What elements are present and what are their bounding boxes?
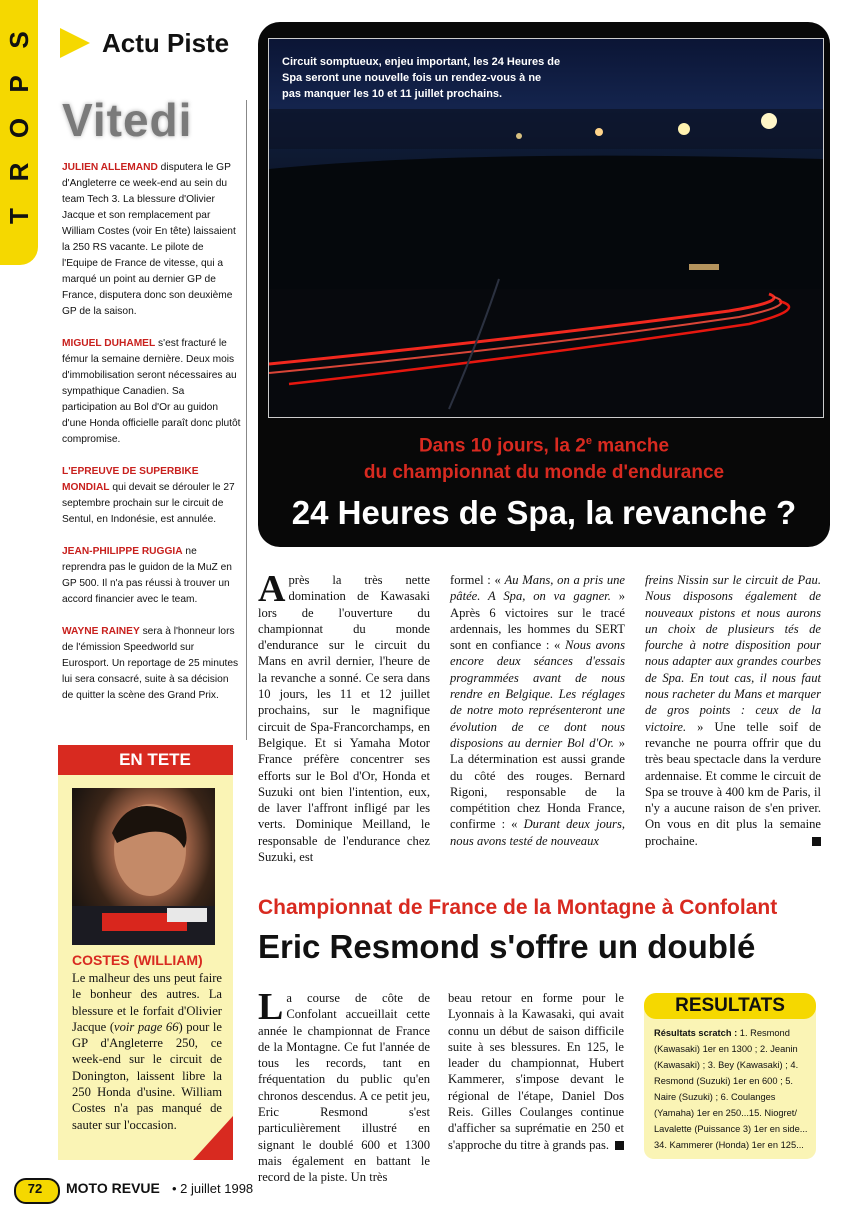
- en-tete-name: COSTES (WILLIAM): [72, 952, 203, 968]
- kicker-superscript: e: [585, 435, 592, 447]
- section-title: Actu Piste: [102, 28, 230, 58]
- sport-letter: R: [4, 162, 34, 182]
- quote-text: Durant deux jours, nous avons testé de nouveaux: [450, 817, 625, 848]
- sport-letter: P: [4, 75, 34, 93]
- news-brief: [62, 544, 242, 608]
- results-title: RESULTATS: [675, 995, 785, 1016]
- news-brief: [62, 464, 242, 528]
- page-reference: voir page 66: [114, 1019, 179, 1034]
- article-text: près la très nette domination de Kawasaki lors de l'ouverture du championnat du monde d'endurance sur le circuit du Mans en avril dernier, l'heure de la revanche a sonné. Ce sera dans 10 jours, les 11 et 12 juillet prochains, sur le magnifique circuit de Spa-Francorchamps, en Belgique. Et si Yamaha Motor France préfère concentrer ses efforts sur le Bol d'Or, Honda et Suzuki ont bien l'intention, eux, de laver l'affront infligé par les verts. Dominique Meilland, le responsable de l'endurance chez Suzuki, est: [258, 573, 430, 865]
- quote-text: Nous avons encore deux séances d'essais programmées avant de nous rendre en Belgique. Les réglages de notre moto représenteront une évolution de ce dont nous disposions au dernier Bol d'Or.: [450, 638, 625, 750]
- page-number: 72: [27, 1181, 43, 1196]
- article-text: a course de côte de Confolant accueillait cette année le championnat de France de la Montagne. Ce fut l'année de tous les records, tant en fréquentation du public qu'en chronos descendus. A ce petit jeu, Eric Resmond s'est particulièrement illustré en signant le doublé 600 et 1300 mais également en battant le record de la piste. Un très: [258, 991, 430, 1185]
- sport-letter: T: [4, 208, 34, 224]
- article-kicker: [258, 428, 830, 486]
- article-text: » La détermination est aussi grande du côté des rouges. Bernard Rigoni, responsable de la compétition chez Honda France, confirme : «: [450, 735, 625, 832]
- brief-lead: L'EPREUVE DE SUPERBIKE MONDIAL: [62, 466, 199, 493]
- magazine-name: MOTO REVUE: [66, 1180, 160, 1196]
- news-briefs-column: [62, 160, 242, 720]
- kicker-text: manche: [591, 435, 670, 457]
- quote-text: Au Mans, on a pris une pâtée. A Spa, on va gagner.: [450, 573, 626, 604]
- article-column: [258, 568, 430, 865]
- brief-text: qui devait se dérouler le 27 septembre prochain sur le circuit de Sentul, en Indonésie, est annulée.: [62, 482, 235, 525]
- sport-letter: O: [4, 117, 34, 139]
- sport-letter: S: [4, 31, 34, 49]
- sport-section-tab: [0, 0, 38, 265]
- photo-caption: Circuit somptueux, enjeu important, les 24 Heures de Spa seront une nouvelle fois un rendez-vous à ne pas manquer les 10 et 11 juillet prochains.: [282, 56, 561, 100]
- article-text: beau retour en forme pour le Lyonnais à la Kawasaki, qui avait connu un début de saison difficile suite à ses blessures. En 125, le leader du championnat, Hubert Kammerer, s'impose devant le régional de l'étape, Daniel Dos Reis. Gilles Coulanges continue d'afficher sa suprématie en 250 et s'approche du titre à grands pas.: [448, 991, 624, 1152]
- article-kicker: Championnat de France de la Montagne à Confolant: [258, 896, 778, 919]
- brief-lead: WAYNE RAINEY: [62, 626, 140, 637]
- news-brief: [62, 624, 242, 704]
- brief-text: disputera le GP d'Angleterre ce week-end au sein du team Tech 3. La blessure d'Olivier Jacque et son remplacement par William Costes (voir En tête) laissaient la 250 RS vacante. Le pilote de l'Equipe de France de vitesse, qui a marqué un point au dernier GP de France, disputera donc son deuxième GP de la saison.: [62, 162, 236, 317]
- rider-portrait: [72, 788, 215, 945]
- news-brief: [62, 160, 242, 320]
- article-column: [258, 986, 430, 1186]
- en-tete-text-part: ) pour le GP d'Angleterre 250, ce week-end sur le circuit de Donington, laissent libre la 250 Honda d'usine. William Costes n'a pas manqué de sauter sur l'occasion.: [72, 1019, 222, 1132]
- article-column: [448, 990, 624, 1153]
- brief-text: s'est fracturé le fémur la semaine dernière. Deux mois d'immobilisation seront nécessaires au sympathique Canadien. Sa participation au Bol d'Or au guidon d'une Honda officielle paraît donc plutôt compromise.: [62, 338, 241, 445]
- en-tete-label: EN TETE: [119, 750, 191, 769]
- kicker-text: du championnat du monde d'endurance: [363, 462, 725, 484]
- results-list: 1. Resmond (Kawasaki) 1er en 1300 ; 2. Jeanin (Kawasaki) ; 3. Bey (Kawasaki) ; 4. Resmond (Suzuki) 1er en 600 ; 5. Naire (Suzuki) ; 6. Coulanges (Yamaha) 1er en 250...15. Niogret/ Lavalette (Puissance 3) 1er en side... 34. Kammerer (Honda) 1er en 125...: [654, 1028, 808, 1150]
- quote-text: freins Nissin sur le circuit de Pau. Nous disposons également de nouveaux pistons et nous aurons un choix de plusieurs tés de fourche à notre disposition pour nous adapter aux grandes courbes de Spa. En tout cas, il nous faut nous racheter du Mans et marquer de gros points : ceux de la victoire.: [645, 573, 821, 734]
- article-text: » Après 6 victoires sur le tracé ardennais, les hommes du SERT sont en confiance : «: [450, 589, 625, 653]
- end-of-article-mark: [615, 1141, 624, 1150]
- column-divider: [246, 100, 247, 740]
- kicker-text: Dans 10 jours, la 2: [418, 435, 586, 457]
- article-text: » Une telle soif de revanche ne pourra offrir que du très beau spectacle dans la verdure ardennaise. Et comme le circuit de Spa se trouve à 400 km de Paris, il n'y a aucune raison de s'en priver. On vous en dit plus la semaine prochaine.: [645, 719, 821, 848]
- brief-lead: JEAN-PHILIPPE RUGGIA: [62, 546, 183, 557]
- drop-cap: L: [258, 986, 284, 1028]
- issue-date: • 2 juillet 1998: [172, 1181, 254, 1196]
- end-of-article-mark: [812, 837, 821, 846]
- news-brief: [62, 336, 242, 448]
- en-tete-text: [72, 970, 222, 1133]
- corner-accent: [193, 1116, 233, 1160]
- brief-text: ne reprendra pas le guidon de la MuZ en GP 500. Il n'a pas réussi à trouver un accord financier avec le team.: [62, 546, 232, 605]
- drop-cap: A: [258, 568, 286, 610]
- article-headline: Eric Resmond s'offre un doublé: [258, 928, 756, 965]
- brief-lead: JULIEN ALLEMAND: [62, 162, 158, 173]
- portrait-illustration: [72, 788, 215, 945]
- results-label: Résultats scratch :: [654, 1028, 738, 1038]
- en-tete-text-part: Le malheur des uns peut faire le bonheur des autres. La blessure et le forfait d'Olivier Jacque (: [72, 971, 222, 1034]
- article-headline: 24 Heures de Spa, la revanche ?: [291, 494, 797, 531]
- brief-lead: MIGUEL DUHAMEL: [62, 338, 156, 349]
- article-text: formel : «: [450, 573, 505, 587]
- article-column: [450, 572, 625, 849]
- section-arrow-icon: [60, 28, 90, 58]
- results-text: [654, 1025, 812, 1153]
- brief-text: sera à l'honneur lors de l'émission Speedworld sur Eurosport. Un reportage de 25 minutes lui sera consacré, suite à sa décision de quitter la scène des Grand Prix.: [62, 626, 239, 701]
- brief-column-title: Vitedi: [62, 94, 193, 146]
- article-column: [645, 572, 821, 849]
